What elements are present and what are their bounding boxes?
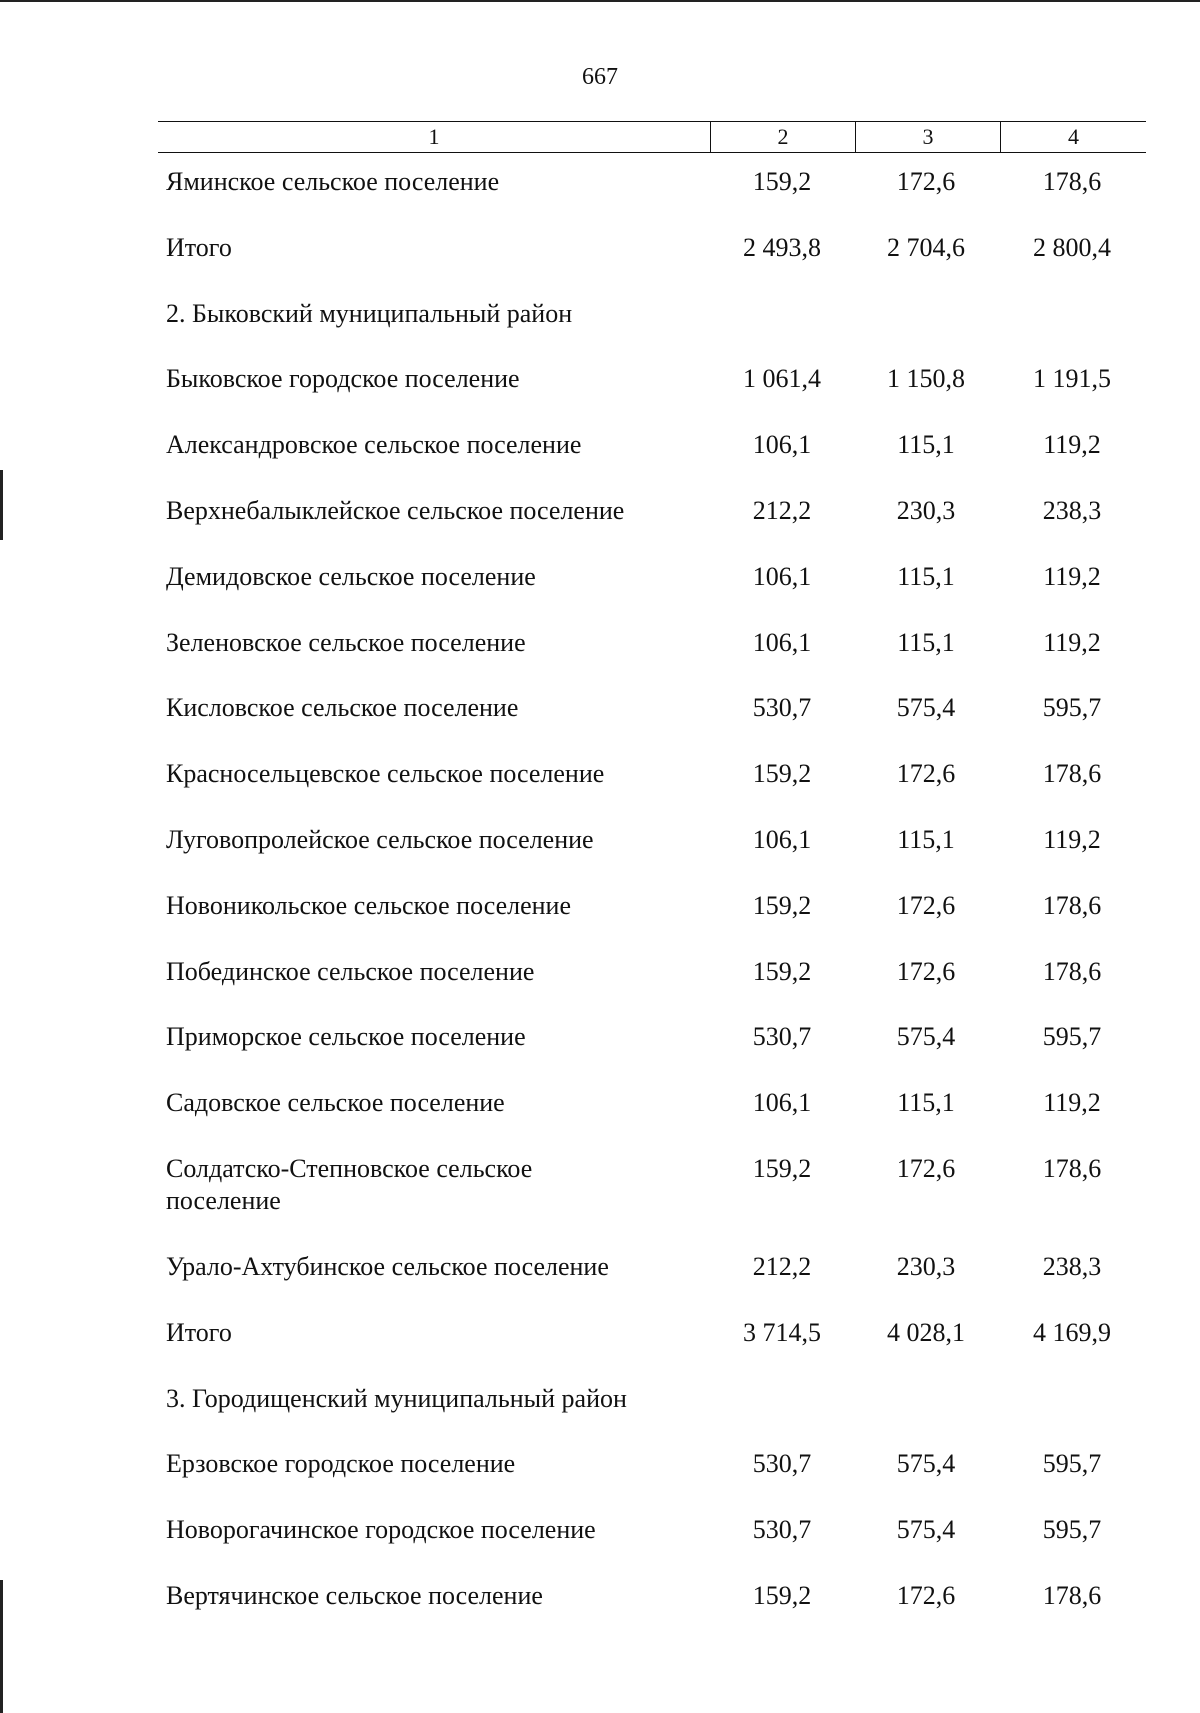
row-name: Побединское сельское поселение [166, 956, 535, 986]
row-value-2: 3 714,5 [743, 1317, 821, 1347]
table-row [158, 1580, 1146, 1646]
section-heading-row [158, 298, 1146, 364]
row-value-4: 178,6 [1042, 890, 1102, 920]
row-value-2: 106,1 [752, 824, 812, 854]
row-name: Верхнебалыклейское сельское поселение [166, 495, 625, 525]
row-value-3: 172,6 [896, 759, 956, 789]
table-row [158, 166, 1146, 232]
row-name: Зеленовское сельское поселение [166, 627, 526, 657]
row-value-2: 159,2 [752, 890, 812, 920]
row-value-3: 115,1 [897, 430, 955, 460]
row-value-2: 106,1 [752, 561, 812, 591]
row-value-4: 595,7 [1042, 1515, 1102, 1545]
row-value-3: 2 704,6 [887, 232, 965, 262]
table-column-header [158, 121, 1146, 153]
row-name: Приморское сельское поселение [166, 1022, 526, 1052]
row-value-3: 1 150,8 [887, 364, 965, 394]
row-value-4: 178,6 [1042, 1580, 1102, 1610]
column-header-1: 1 [158, 122, 711, 152]
row-value-2: 159,2 [752, 759, 812, 789]
row-value-4: 119,2 [1043, 1088, 1101, 1118]
table-row [158, 1153, 1146, 1251]
row-value-4: 1 191,5 [1033, 364, 1111, 394]
row-value-2: 159,2 [752, 956, 812, 986]
row-value-3: 575,4 [896, 1022, 956, 1052]
section-heading: 2. Быковский муниципальный район [166, 298, 573, 328]
section-heading-row [158, 1383, 1146, 1449]
row-value-2: 106,1 [752, 627, 812, 657]
column-header-4: 4 [1068, 124, 1079, 149]
row-value-2: 2 493,8 [743, 232, 821, 262]
page-number: 667 [582, 64, 618, 90]
row-value-2: 212,2 [752, 1251, 812, 1281]
table-row [158, 561, 1146, 627]
row-value-2: 530,7 [752, 693, 812, 723]
table-row [158, 1251, 1146, 1317]
table-row [158, 890, 1146, 956]
table-row [158, 824, 1146, 890]
row-value-4: 178,6 [1042, 1153, 1102, 1183]
row-name: Урало-Ахтубинское сельское поселение [166, 1251, 609, 1281]
row-value-3: 172,6 [896, 1153, 956, 1183]
column-header-3: 3 [856, 122, 1001, 152]
row-value-2: 106,1 [752, 430, 812, 460]
row-value-4: 238,3 [1042, 1251, 1102, 1281]
row-value-4: 178,6 [1042, 759, 1102, 789]
scan-edge-mark [0, 1580, 3, 1713]
table-row [158, 956, 1146, 1022]
row-value-4: 119,2 [1043, 561, 1101, 591]
row-value-4: 178,6 [1042, 956, 1102, 986]
row-value-4: 595,7 [1042, 1449, 1102, 1479]
row-value-2: 212,2 [752, 495, 812, 525]
table-row [158, 495, 1146, 561]
table-row [158, 1448, 1146, 1514]
table-row [158, 363, 1146, 429]
row-name: Луговопролейское сельское поселение [166, 824, 594, 854]
row-name: Новорогачинское городское поселение [166, 1515, 596, 1545]
row-value-2: 106,1 [752, 1088, 812, 1118]
row-value-2: 159,2 [752, 1580, 812, 1610]
row-value-3: 115,1 [897, 824, 955, 854]
table-row [158, 429, 1146, 495]
row-value-4: 119,2 [1043, 627, 1101, 657]
row-value-2: 159,2 [752, 1153, 812, 1183]
row-value-4: 119,2 [1043, 430, 1101, 460]
row-value-4: 4 169,9 [1033, 1317, 1111, 1347]
row-name: Быковское городское поселение [166, 364, 520, 394]
section-heading: 3. Городищенский муниципальный район [166, 1383, 627, 1413]
scan-edge-mark [0, 0, 1200, 2]
row-value-3: 4 028,1 [887, 1317, 965, 1347]
row-value-2: 159,2 [752, 167, 812, 196]
row-value-2: 530,7 [752, 1449, 812, 1479]
row-value-3: 115,1 [897, 561, 955, 591]
row-name: Яминское сельское поселение [166, 167, 500, 196]
table-row [158, 1087, 1146, 1153]
row-value-3: 172,6 [896, 167, 956, 196]
row-value-3: 115,1 [897, 1088, 955, 1118]
row-value-3: 575,4 [896, 1449, 956, 1479]
row-value-2: 530,7 [752, 1022, 812, 1052]
row-value-2: 530,7 [752, 1515, 812, 1545]
row-value-3: 230,3 [896, 495, 956, 525]
row-name: Александровское сельское поселение [166, 430, 582, 460]
table-row [158, 1021, 1146, 1087]
row-name: Кисловское сельское поселение [166, 693, 519, 723]
row-value-3: 115,1 [897, 627, 955, 657]
row-name: Вертячинское сельское поселение [166, 1580, 543, 1610]
row-name: Садовское сельское поселение [166, 1088, 505, 1118]
row-value-3: 172,6 [896, 890, 956, 920]
row-value-2: 1 061,4 [743, 364, 821, 394]
row-name: Ерзовское городское поселение [166, 1449, 516, 1479]
row-value-4: 2 800,4 [1033, 232, 1111, 262]
row-name: Новоникольское сельское поселение [166, 890, 571, 920]
row-name: Итого [166, 1317, 232, 1347]
row-value-4: 238,3 [1042, 495, 1102, 525]
table-row [158, 692, 1146, 758]
table-row [158, 1317, 1146, 1383]
row-value-3: 172,6 [896, 956, 956, 986]
row-value-4: 119,2 [1043, 824, 1101, 854]
row-value-3: 575,4 [896, 1515, 956, 1545]
row-value-4: 595,7 [1042, 693, 1102, 723]
row-name: Солдатско-Степновское сельское поселение [166, 1153, 533, 1215]
column-header-2: 2 [711, 122, 856, 152]
row-value-3: 575,4 [896, 693, 956, 723]
table-row [158, 232, 1146, 298]
table-body [158, 166, 1146, 1646]
row-name: Демидовское сельское поселение [166, 561, 536, 591]
table-row [158, 627, 1146, 693]
row-value-3: 230,3 [896, 1251, 956, 1281]
scan-edge-mark [0, 470, 3, 540]
row-value-4: 595,7 [1042, 1022, 1102, 1052]
row-name: Итого [166, 232, 232, 262]
table-row [158, 758, 1146, 824]
row-value-4: 178,6 [1042, 167, 1102, 196]
row-value-3: 172,6 [896, 1580, 956, 1610]
table-row [158, 1514, 1146, 1580]
row-name: Красносельцевское сельское поселение [166, 759, 605, 789]
